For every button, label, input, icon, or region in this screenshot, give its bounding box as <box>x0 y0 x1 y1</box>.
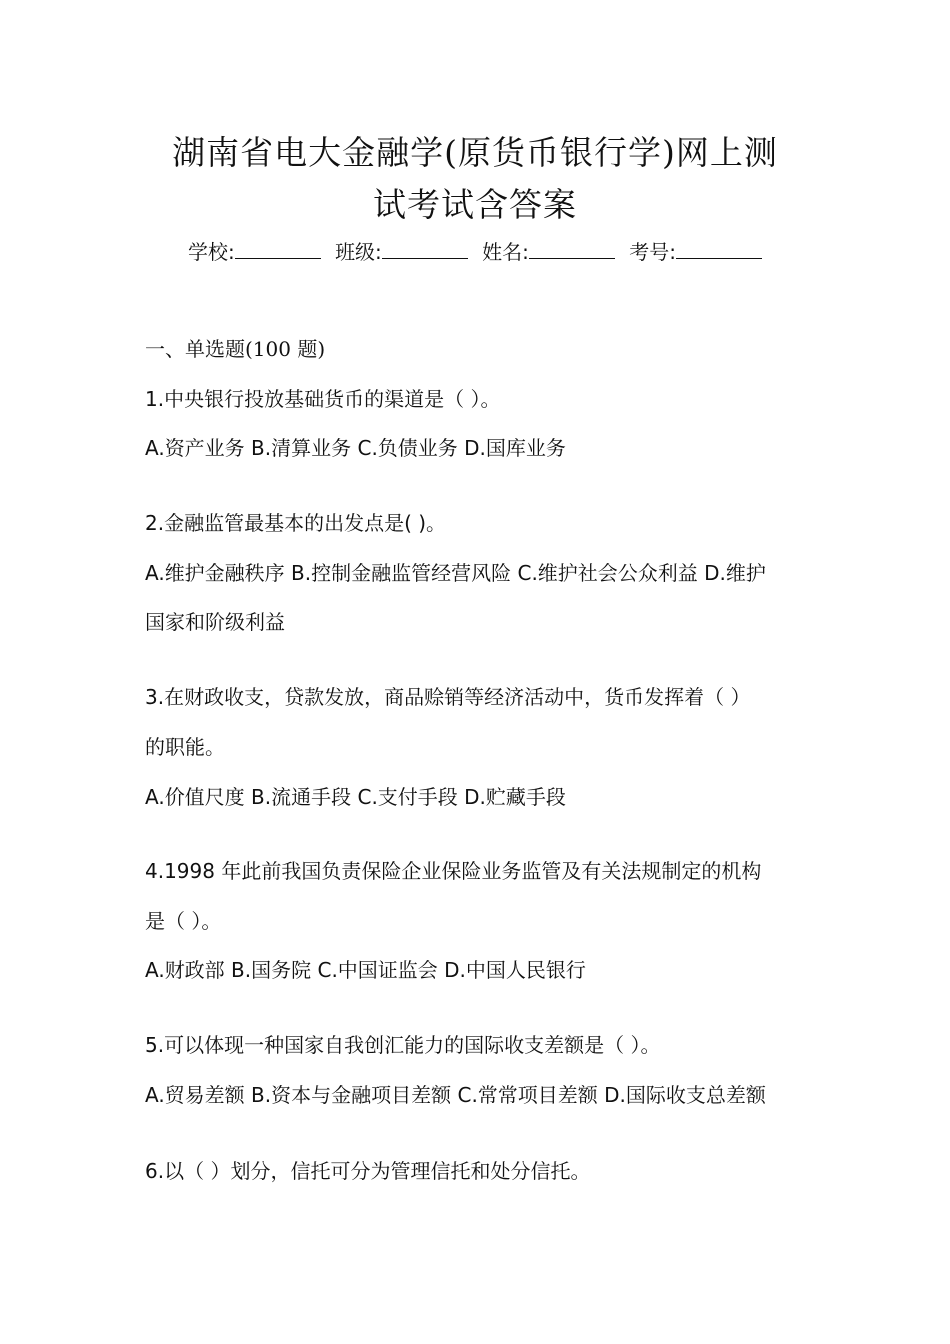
question-3-stem-line-1: 3.在财政收支，贷款发放，商品赊销等经济活动中，货币发挥着（ ） <box>145 685 751 709</box>
question-4-stem-line-2: 是（ ）。 <box>145 909 222 933</box>
class-label: 班级: <box>335 240 382 264</box>
question-2-stem: 2.金融监管最基本的出发点是( )。 <box>145 511 447 535</box>
school-blank <box>235 236 321 259</box>
class-field <box>335 240 468 264</box>
question-3-options: A.价值尺度 B.流通手段 C.支付手段 D.贮藏手段 <box>145 785 566 809</box>
question-4-options: A.财政部 B.国务院 C.中国证监会 D.中国人民银行 <box>145 958 586 982</box>
section-heading: 一、单选题(100 题) <box>145 337 326 361</box>
exam-number-field <box>629 240 762 264</box>
exam-number-label: 考号: <box>629 240 677 264</box>
question-4-stem-line-1: 4.1998 年此前我国负责保险企业保险业务监管及有关法规制定的机构 <box>145 859 762 883</box>
school-field <box>188 240 321 264</box>
student-info-line <box>130 236 820 267</box>
school-label: 学校: <box>187 240 235 264</box>
name-blank <box>529 236 615 259</box>
question-1-stem: 1.中央银行投放基础货币的渠道是（ ）。 <box>145 387 501 411</box>
document-title-line-2: 试考试含答案 <box>373 185 577 224</box>
document-title-line-1: 湖南省电大金融学(原货币银行学)网上测 <box>172 133 778 172</box>
question-1-options: A.资产业务 B.清算业务 C.负债业务 D.国库业务 <box>145 436 566 460</box>
class-blank <box>382 236 468 259</box>
question-5-stem: 5.可以体现一种国家自我创汇能力的国际收支差额是（ ）。 <box>145 1033 661 1057</box>
question-2-options-line-1: A.维护金融秩序 B.控制金融监管经营风险 C.维护社会公众利益 D.维护 <box>145 561 766 585</box>
question-3-stem-line-2: 的职能。 <box>145 735 225 759</box>
exam-number-blank <box>676 236 762 259</box>
question-2-options-line-2: 国家和阶级利益 <box>145 610 285 634</box>
name-field <box>482 240 615 264</box>
question-6-stem: 6.以（ ）划分，信托可分为管理信托和处分信托。 <box>145 1159 591 1183</box>
name-label: 姓名: <box>482 240 529 264</box>
question-5-options: A.贸易差额 B.资本与金融项目差额 C.常常项目差额 D.国际收支总差额 <box>145 1083 766 1107</box>
